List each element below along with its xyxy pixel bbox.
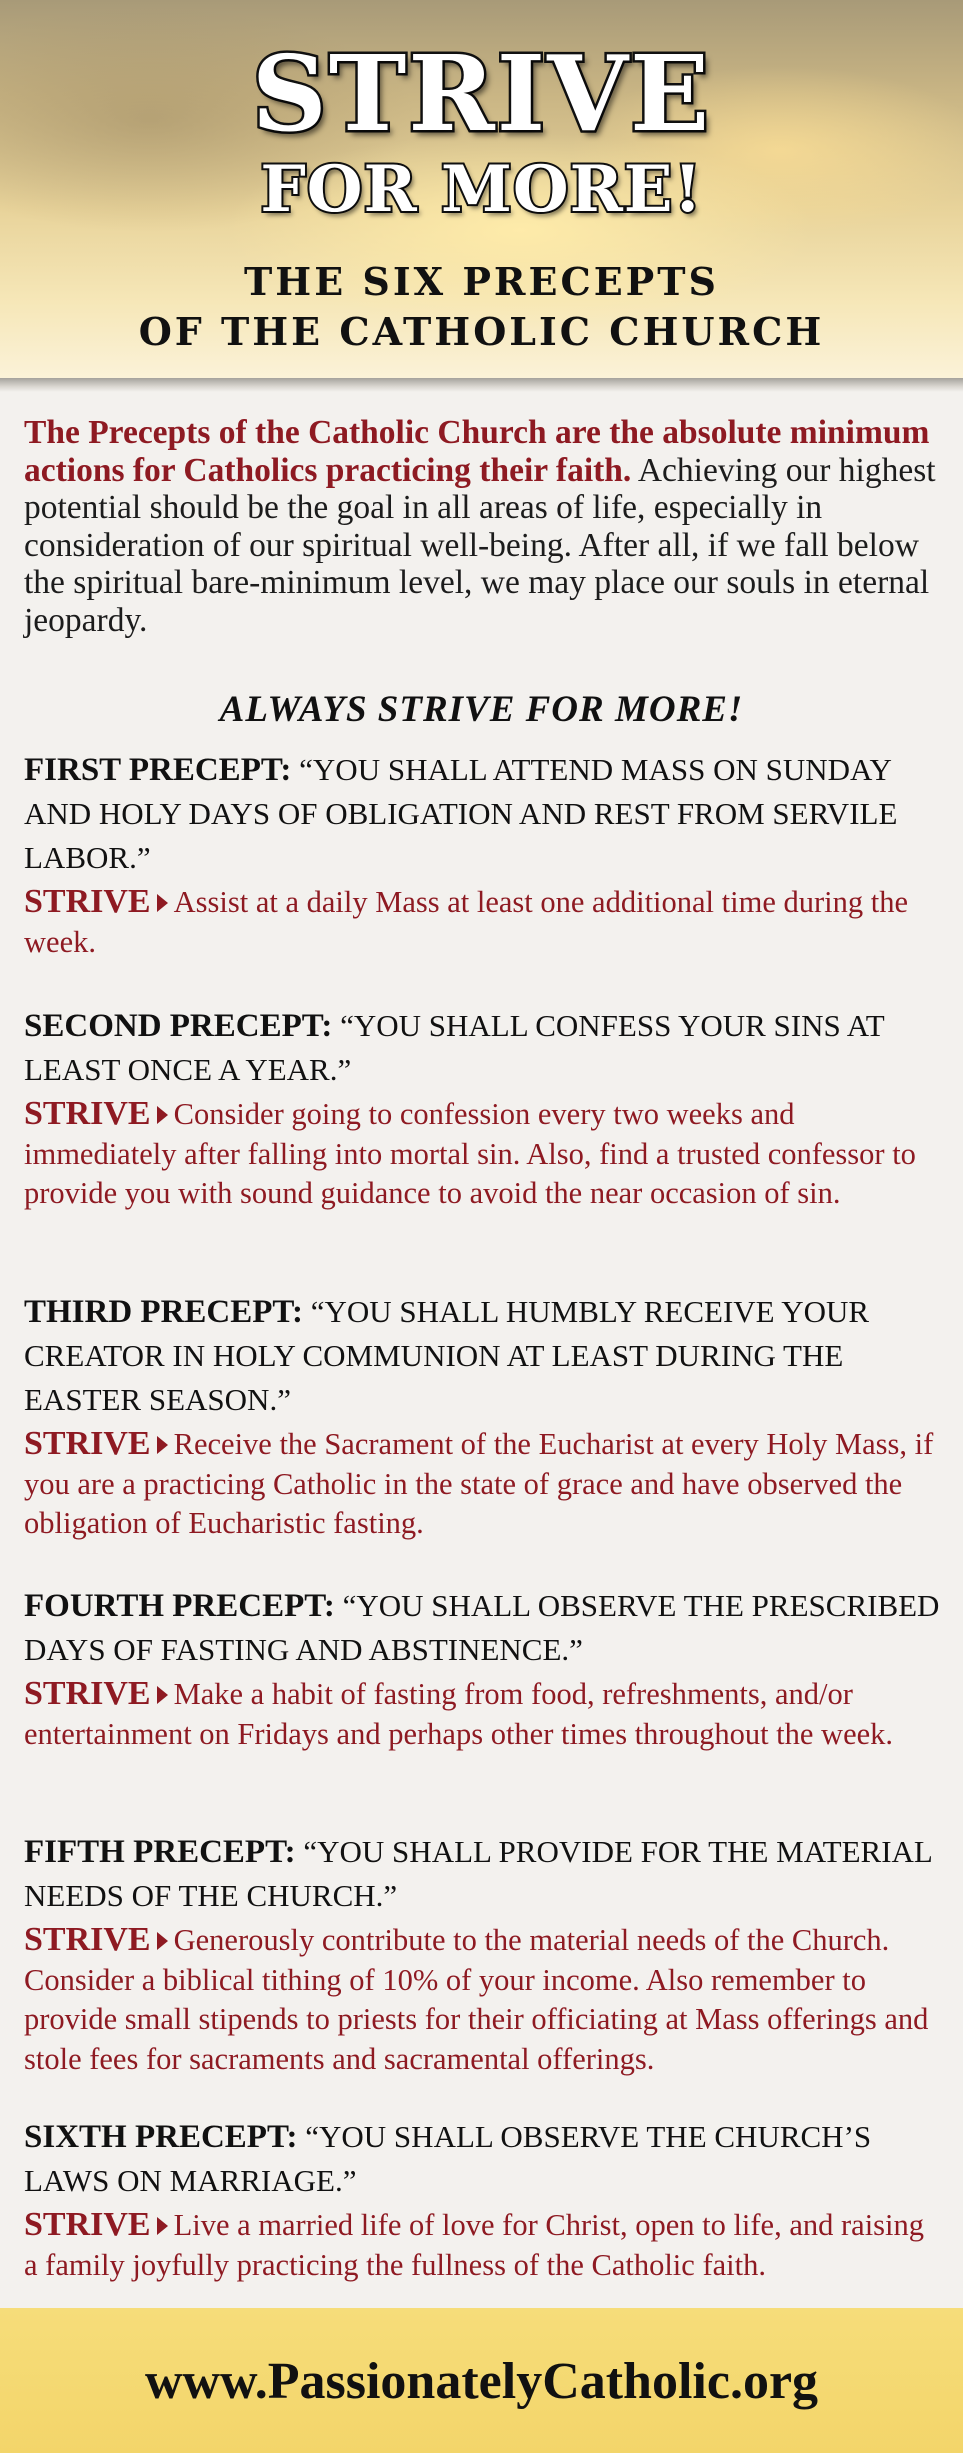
triangle-right-icon — [157, 1106, 168, 1124]
strive-label: STRIVE — [24, 1675, 151, 1712]
title-strive: STRIVE — [251, 32, 712, 155]
precept-label: FIFTH PRECEPT: — [24, 1834, 296, 1870]
triangle-right-icon — [157, 1436, 168, 1454]
header-divider — [0, 378, 963, 392]
precept-label: SECOND PRECEPT: — [24, 1008, 333, 1044]
strive-label: STRIVE — [24, 1921, 151, 1958]
triangle-right-icon — [157, 894, 168, 912]
strive-text: Make a habit of fasting from food, refreshments, and/or entertainment on Fridays and perhaps other times throughout the week. — [24, 1677, 894, 1751]
precept-fifth — [24, 1830, 944, 2079]
strive-label: STRIVE — [24, 883, 151, 920]
footer-band — [0, 2308, 963, 2453]
strive-text: Receive the Sacrament of the Eucharist at every Holy Mass, if you are a practicing Catholic in the state of grace and have observed the obligation of Eucharistic fasting. — [24, 1427, 934, 1540]
strive-advice — [24, 1424, 944, 1544]
triangle-right-icon — [157, 1932, 168, 1950]
precept-third — [24, 1290, 944, 1544]
strive-advice — [24, 882, 944, 962]
precept-second — [24, 1004, 944, 1214]
precept-statement — [24, 2115, 944, 2203]
strive-text: Generously contribute to the material needs of the Church. Consider a biblical tithing of 10% of your income. Also remember to provide small stipends to priests for their officiating at Mass offerings and stole fees for sacraments and sacramental offerings. — [24, 1923, 929, 2076]
precept-text: “YOU SHALL OBSERVE THE PRESCRIBED DAYS OF FASTING AND ABSTINENCE.” — [24, 1588, 940, 1667]
precept-statement — [24, 1584, 944, 1672]
strive-label: STRIVE — [24, 1425, 151, 1462]
strive-advice — [24, 1094, 944, 1214]
strive-label: STRIVE — [24, 1095, 151, 1132]
intro-body: Achieving our highest potential should be the goal in all areas of life, especially in consideration of our spiritual well-being. After all, if we fall below the spiritual bare-minimum level, we may place our souls in eternal jeopardy. — [24, 451, 936, 639]
strive-text: Live a married life of love for Christ, open to life, and raising a family joyfully practicing the fullness of the Catholic faith. — [24, 2208, 925, 2282]
strive-advice — [24, 2205, 944, 2285]
triangle-right-icon — [157, 2217, 168, 2235]
precept-label: FIRST PRECEPT: — [24, 752, 292, 788]
strive-text: Assist at a daily Mass at least one additional time during the week. — [24, 885, 909, 959]
precept-statement — [24, 1290, 944, 1422]
subtitle-line-2: OF THE CATHOLIC CHURCH — [138, 309, 825, 354]
header-banner — [0, 0, 963, 378]
precept-first — [24, 748, 944, 962]
precept-label: SIXTH PRECEPT: — [24, 2119, 298, 2155]
strive-label: STRIVE — [24, 2206, 151, 2243]
precept-sixth — [24, 2115, 944, 2285]
tagline: ALWAYS STRIVE FOR MORE! — [219, 689, 744, 730]
intro-paragraph — [24, 414, 939, 639]
precept-label: THIRD PRECEPT: — [24, 1294, 303, 1330]
precept-text: “YOU SHALL OBSERVE THE CHURCH’S LAWS ON MARRIAGE.” — [24, 2119, 872, 2198]
precept-statement — [24, 1004, 944, 1092]
strive-advice — [24, 1920, 944, 2079]
precept-text: “YOU SHALL HUMBLY RECEIVE YOUR CREATOR IN HOLY COMMUNION AT LEAST DURING THE EASTER SEASON.” — [24, 1294, 870, 1417]
precept-text: “YOU SHALL CONFESS YOUR SINS AT LEAST ONCE A YEAR.” — [24, 1008, 885, 1087]
intro-lead: The Precepts of the Catholic Church are the absolute minimum actions for Catholics practicing their faith. — [24, 414, 930, 489]
title-for-more: FOR MORE! — [260, 152, 703, 227]
precept-statement — [24, 748, 944, 880]
strive-advice — [24, 1674, 944, 1754]
precept-text: “YOU SHALL PROVIDE FOR THE MATERIAL NEEDS OF THE CHURCH.” — [24, 1834, 932, 1913]
precept-fourth — [24, 1584, 944, 1754]
triangle-right-icon — [157, 1686, 168, 1704]
strive-text: Consider going to confession every two weeks and immediately after falling into mortal sin. Also, find a trusted confessor to provide you with sound guidance to avoid the near occasion of sin. — [24, 1097, 916, 1210]
precept-statement — [24, 1830, 944, 1918]
subtitle-line-1: THE SIX PRECEPTS — [244, 259, 719, 304]
precept-text: “YOU SHALL ATTEND MASS ON SUNDAY AND HOLY DAYS OF OBLIGATION AND REST FROM SERVILE LABOR.” — [24, 752, 898, 875]
precept-label: FOURTH PRECEPT: — [24, 1588, 335, 1624]
website-link[interactable]: www.PassionatelyCatholic.org — [144, 2353, 819, 2410]
